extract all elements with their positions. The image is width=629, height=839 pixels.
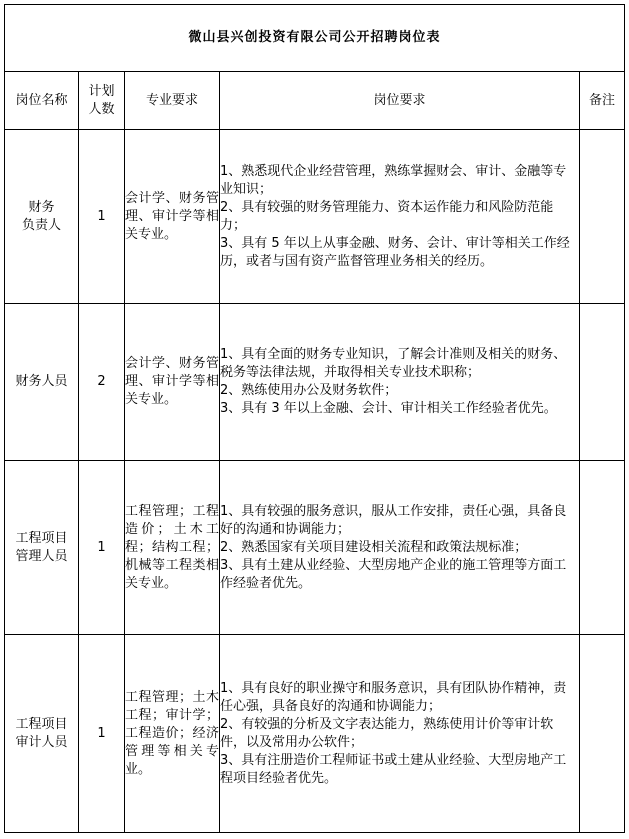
header-count-line1: 计划 bbox=[88, 83, 115, 99]
planned-count: 1 bbox=[79, 130, 125, 304]
table-row bbox=[5, 635, 625, 833]
position-name-line1: 工程项目 bbox=[15, 716, 68, 732]
planned-count: 1 bbox=[79, 635, 125, 833]
position-name bbox=[5, 304, 79, 461]
requirement-item: 2、熟悉国家有关项目建设相关流程和政策法规标准； bbox=[220, 539, 528, 555]
position-name-line1: 财务人员 bbox=[15, 374, 68, 389]
position-name bbox=[5, 635, 79, 833]
header-row bbox=[5, 72, 625, 130]
header-note: 备注 bbox=[580, 72, 625, 130]
position-requirements bbox=[220, 130, 580, 304]
table-row bbox=[5, 461, 625, 635]
position-name bbox=[5, 130, 79, 304]
header-count-line2: 人数 bbox=[88, 101, 115, 117]
requirement-item: 1、具有较强的服务意识，服从工作安排，责任心强，具备良好的沟通和协调能力； bbox=[220, 503, 567, 537]
requirement-item: 2、熟练使用办公及财务软件； bbox=[220, 383, 398, 398]
header-requirements: 岗位要求 bbox=[220, 72, 580, 130]
position-name-line2: 审计人员 bbox=[15, 734, 68, 750]
note-cell bbox=[580, 461, 625, 635]
note-cell bbox=[580, 130, 625, 304]
requirement-item: 2、具有较强的财务管理能力、资本运作能力和风险防范能力； bbox=[220, 199, 554, 233]
major-requirement: 工程管理；工程造价；土木工程；结构工程；机械等工程类相关专业。 bbox=[125, 461, 220, 635]
requirement-item: 1、具有良好的职业操守和服务意识，具有团队协作精神，责任心强，具备良好的沟通和协调能力； bbox=[220, 680, 567, 714]
major-requirement: 工程管理；土木工程；审计学；工程造价；经济管理等相关专业。 bbox=[125, 635, 220, 833]
table-title: 微山县兴创投资有限公司公开招聘岗位表 bbox=[5, 5, 625, 72]
header-planned-count bbox=[79, 72, 125, 130]
header-major: 专业要求 bbox=[125, 72, 220, 130]
requirement-item: 2、有较强的分析及文字表达能力，熟练使用计价等审计软件，以及常用办公软件； bbox=[220, 716, 554, 750]
requirement-item: 1、熟悉现代企业经营管理，熟练掌握财会、审计、金融等专业知识； bbox=[220, 163, 567, 197]
requirement-item: 3、具有 5 年以上从事金融、财务、会计、审计等相关工作经历，或者与国有资产监督管理业务相关的经历。 bbox=[220, 235, 570, 269]
requirement-item: 3、具有注册造价工程师证书或土建从业经验、大型房地产工程项目经验者优先。 bbox=[220, 752, 567, 786]
position-name bbox=[5, 461, 79, 635]
position-name-line2: 负责人 bbox=[21, 217, 61, 233]
table-row bbox=[5, 304, 625, 461]
position-requirements bbox=[220, 635, 580, 833]
note-cell bbox=[580, 304, 625, 461]
recruitment-table bbox=[4, 4, 625, 833]
major-requirement: 会计学、财务管理、审计学等相关专业。 bbox=[125, 130, 220, 304]
position-name-line2: 管理人员 bbox=[15, 548, 68, 564]
requirement-item: 3、具有土建从业经验、大型房地产企业的施工管理等方面工作经验者优先。 bbox=[220, 557, 567, 591]
planned-count: 1 bbox=[79, 461, 125, 635]
position-requirements bbox=[220, 461, 580, 635]
major-requirement: 会计学、财务管理、审计学等相关专业。 bbox=[125, 304, 220, 461]
requirement-item: 3、具有 3 年以上金融、会计、审计相关工作经验者优先。 bbox=[220, 401, 557, 416]
position-name-line1: 工程项目 bbox=[15, 530, 68, 546]
position-name-line1: 财务 bbox=[28, 199, 55, 215]
note-cell bbox=[580, 635, 625, 833]
table-row bbox=[5, 130, 625, 304]
requirement-item: 1、具有全面的财务专业知识，了解会计准则及相关的财务、税务等法律法规，并取得相关专业技术职称； bbox=[220, 347, 567, 380]
header-position-name: 岗位名称 bbox=[5, 72, 79, 130]
planned-count: 2 bbox=[79, 304, 125, 461]
position-requirements bbox=[220, 304, 580, 461]
